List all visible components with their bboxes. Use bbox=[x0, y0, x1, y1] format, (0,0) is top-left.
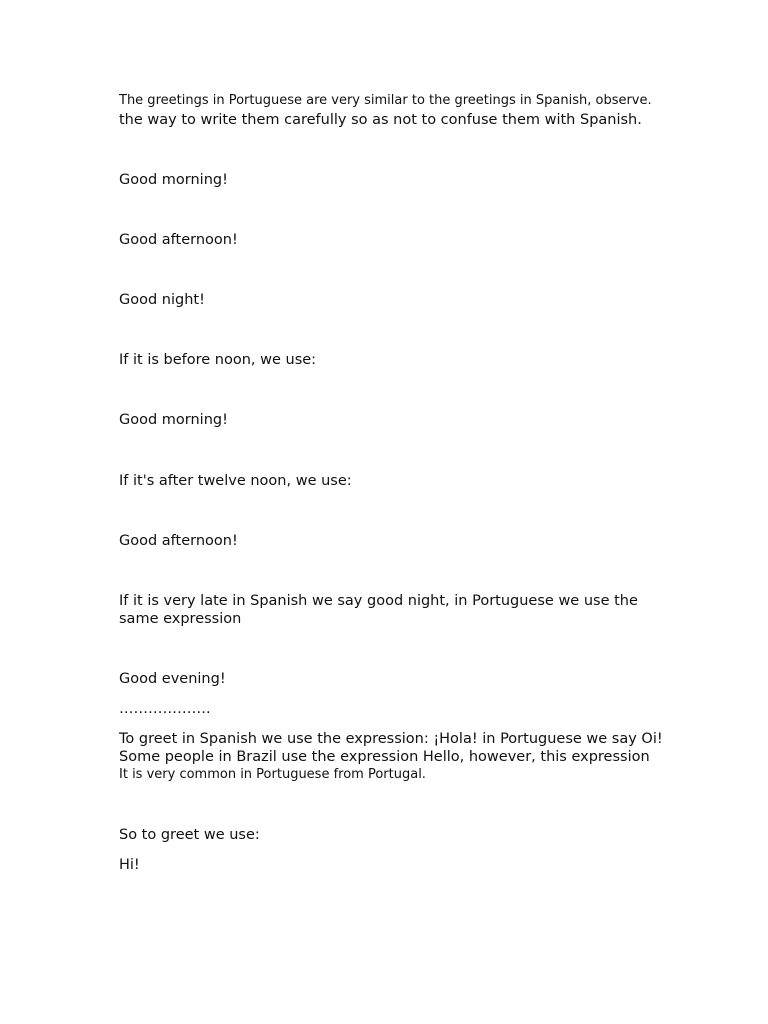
conclusion-text: So to greet we use: bbox=[119, 827, 260, 843]
before-noon-text: If it is before noon, we use: bbox=[119, 352, 317, 368]
after-noon-text: If it's after twelve noon, we use: bbox=[119, 473, 352, 489]
hello-line-1: To greet in Spanish we use the expression: ¡Hola! in Portuguese we say Oi! bbox=[119, 731, 663, 747]
intro-line-2: the way to write them carefully so as not to confuse them with Spanish. bbox=[119, 112, 642, 128]
conclusion-example: Hi! bbox=[119, 857, 140, 873]
hello-line-3: It is very common in Portuguese from Portugal. bbox=[119, 767, 426, 782]
intro-line-1: The greetings in Portuguese are very similar to the greetings in Spanish, observe. bbox=[119, 93, 652, 108]
after-noon-example: Good afternoon! bbox=[119, 533, 238, 549]
late-example: Good evening! bbox=[119, 671, 226, 687]
before-noon-example: Good morning! bbox=[119, 412, 228, 428]
late-text-line-2: same expression bbox=[119, 611, 242, 627]
hello-line-2: Some people in Brazil use the expression Hello, however, this expression bbox=[119, 749, 650, 765]
greeting-morning: Good morning! bbox=[119, 172, 228, 188]
greeting-afternoon: Good afternoon! bbox=[119, 232, 238, 248]
greeting-night: Good night! bbox=[119, 292, 205, 308]
late-text-line-1: If it is very late in Spanish we say good night, in Portuguese we use the bbox=[119, 593, 638, 609]
separator-dots: ………………. bbox=[119, 701, 211, 717]
